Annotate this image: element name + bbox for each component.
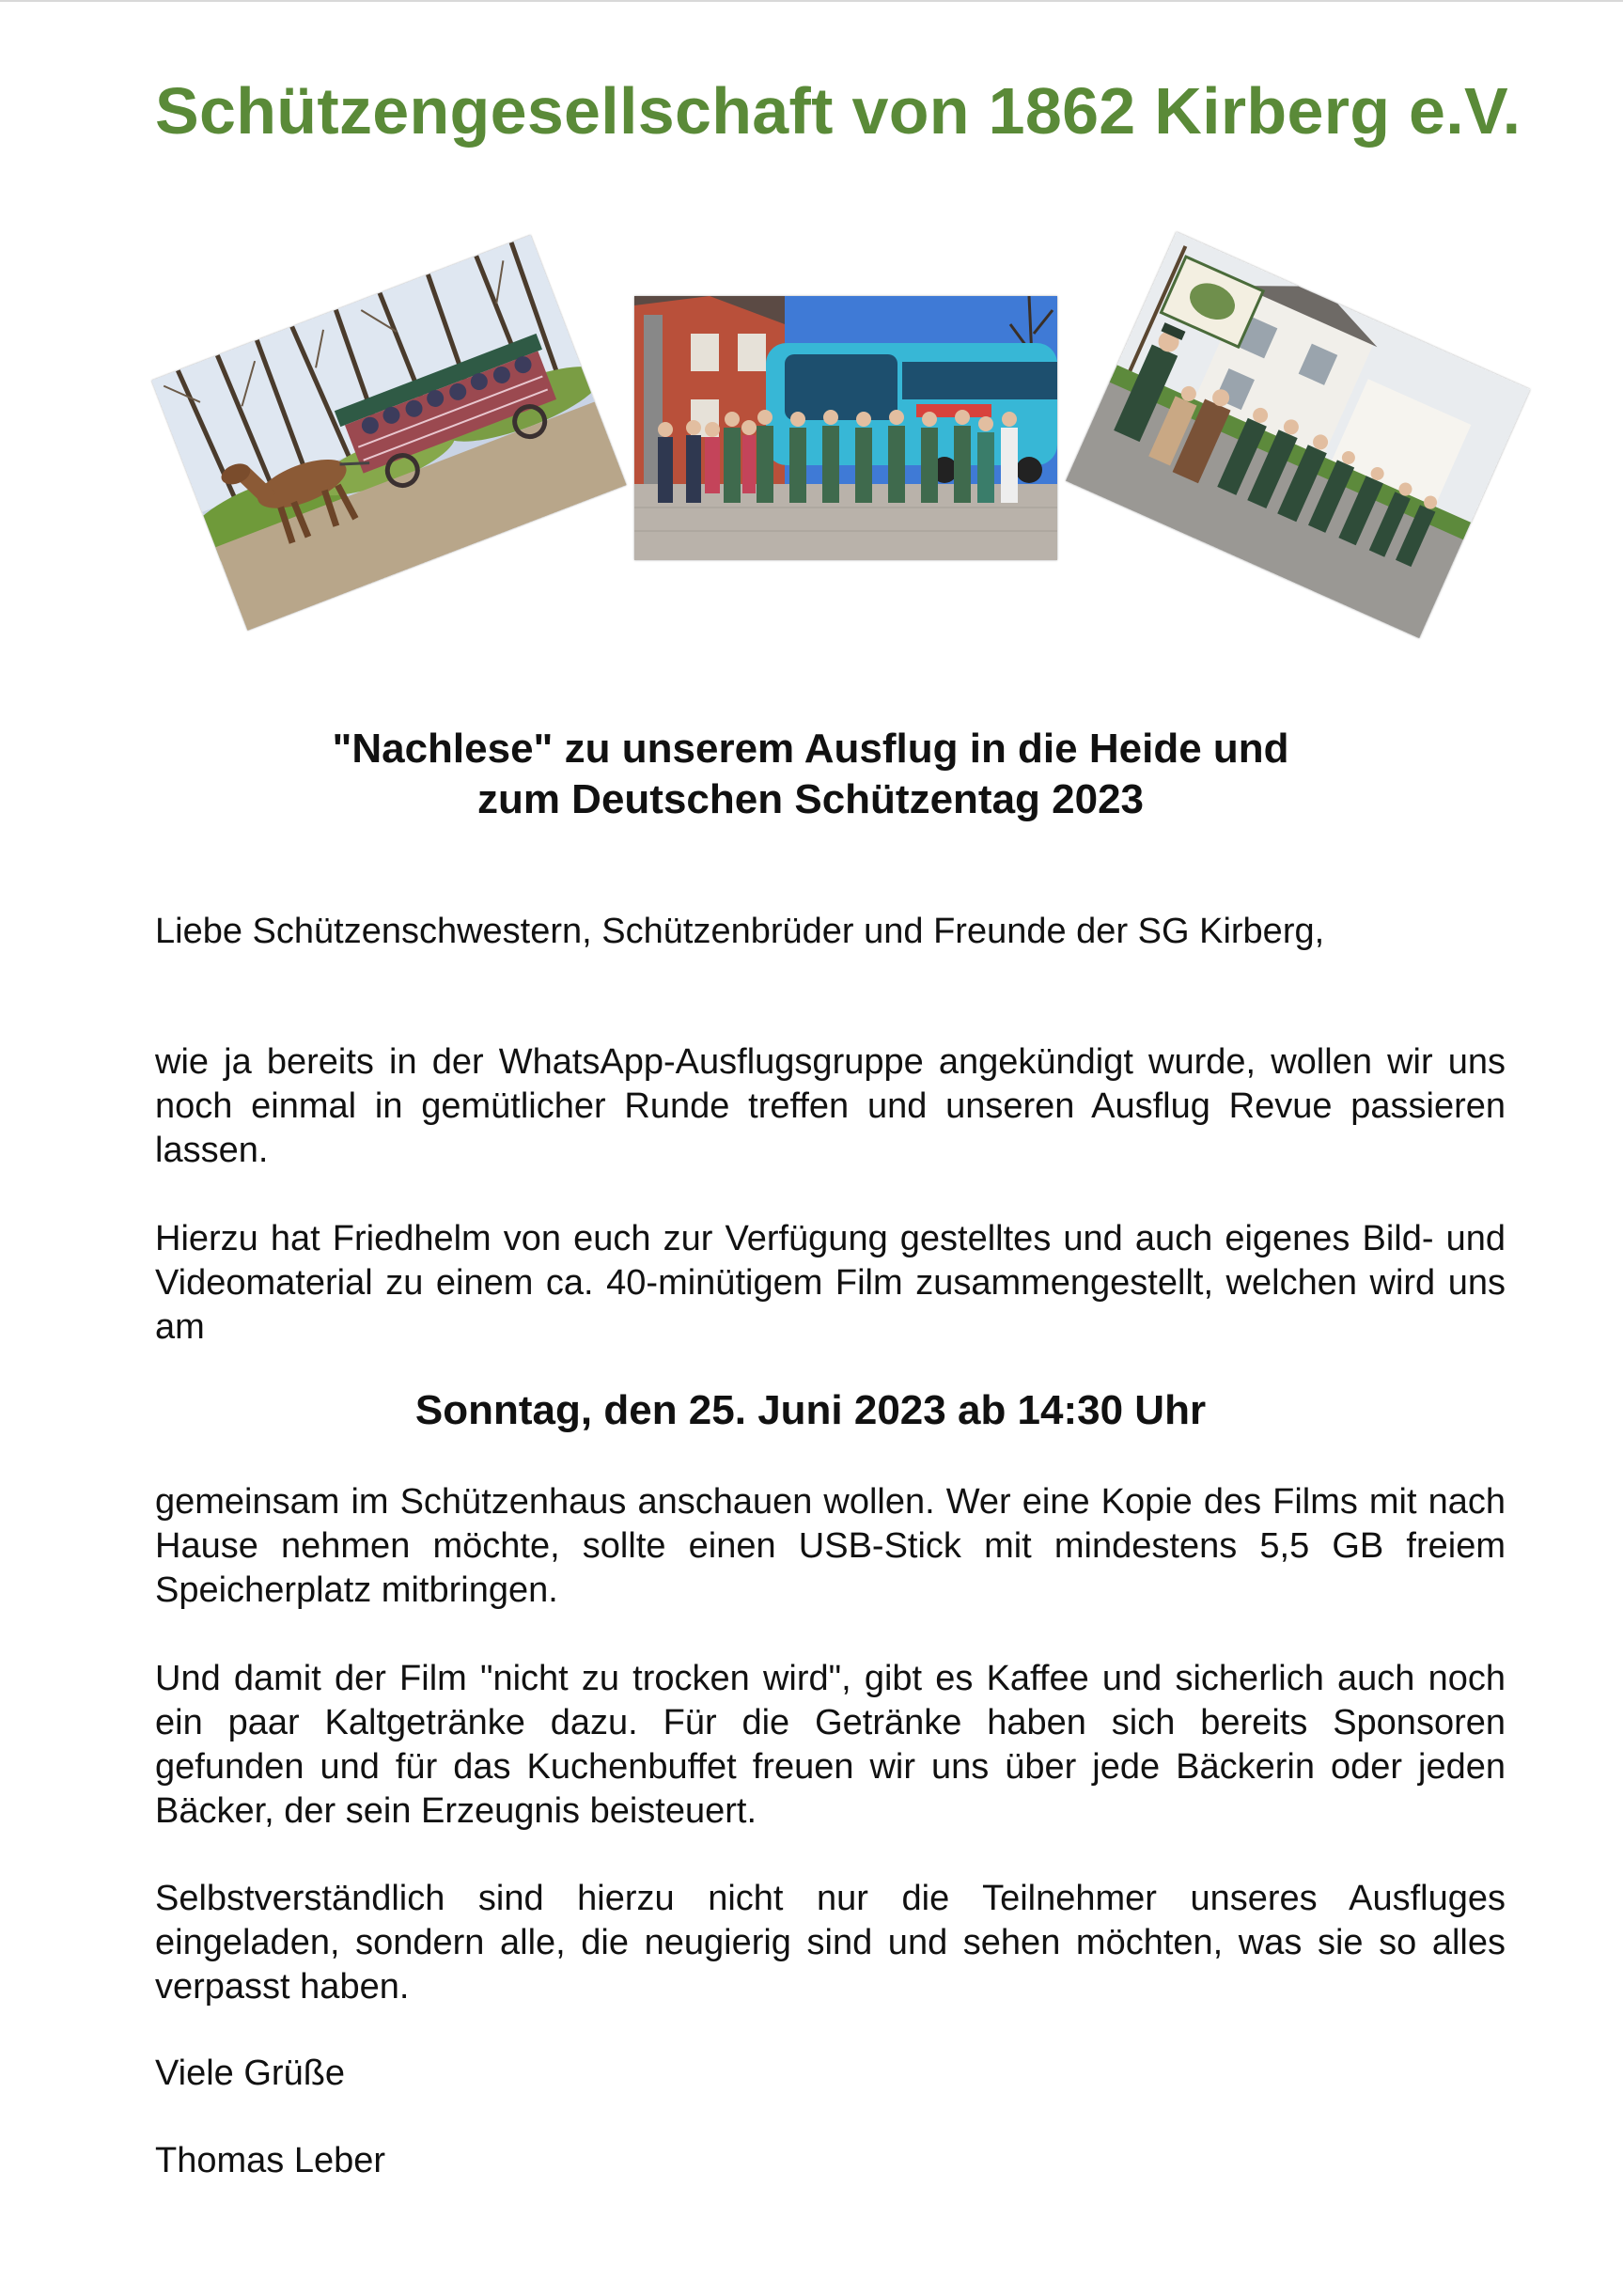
paragraph-4: Und damit der Film "nicht zu trocken wird", gibt es Kaffee und sicherlich auch noch ein paar Kaltgetränke dazu. Für die Getränke haben sich bereits Sponsoren gefunden und für das Kuchenbuffet freuen wir uns über jede Bäckerin oder jeden Bäcker, der sein Erzeugnis beisteuert. xyxy=(155,1659,1506,1831)
greeting: Liebe Schützenschwestern, Schützenbrüder und Freunde der SG Kirberg, xyxy=(155,912,1325,951)
signature: Thomas Leber xyxy=(155,2141,386,2180)
club-title: Schützengesellschaft von 1862 Kirberg e.V. xyxy=(155,74,1522,148)
horse-wagon-photo xyxy=(151,235,626,631)
heading-line-2: zum Deutschen Schützentag 2023 xyxy=(476,776,1145,822)
heading-line-1: "Nachlese" zu unserem Ausflug in die Heide und xyxy=(332,726,1289,772)
closing: Viele Grüße xyxy=(155,2054,346,2093)
invitation-heading xyxy=(155,724,1466,825)
paragraph-2: Hierzu hat Friedhelm von euch zur Verfügung gestelltes und auch eigenes Bild- und Videomaterial zu einem ca. 40-minütigem Film zusammengestellt, welchen wird uns am xyxy=(155,1219,1506,1347)
parade-picture xyxy=(1066,232,1530,639)
paragraph-3: gemeinsam im Schützenhaus anschauen wollen. Wer eine Kopie des Films mit nach Hause nehmen möchte, sollte einen USB-Stick mit mindestens 5,5 GB freiem Speicherplatz mitbringen. xyxy=(155,1482,1506,1610)
bus-group-picture xyxy=(634,296,1057,560)
bus-group-photo xyxy=(634,296,1057,560)
paragraph-1: wie ja bereits in der WhatsApp-Ausflugsgruppe angekündigt wurde, wollen wir uns noch einmal in gemütlicher Runde treffen und unseren Ausflug Revue passieren lassen. xyxy=(155,1042,1506,1170)
event-date: Sonntag, den 25. Juni 2023 ab 14:30 Uhr xyxy=(414,1387,1207,1433)
paragraph-5: Selbstverständlich sind hierzu nicht nur die Teilnehmer unseres Ausfluges eingeladen, sondern alle, die neugierig sind und sehen möchten, was sie so alles verpasst haben. xyxy=(155,1879,1506,2007)
parade-photo xyxy=(1066,232,1530,639)
horse-wagon-picture xyxy=(151,235,626,631)
top-divider xyxy=(0,0,1623,2)
